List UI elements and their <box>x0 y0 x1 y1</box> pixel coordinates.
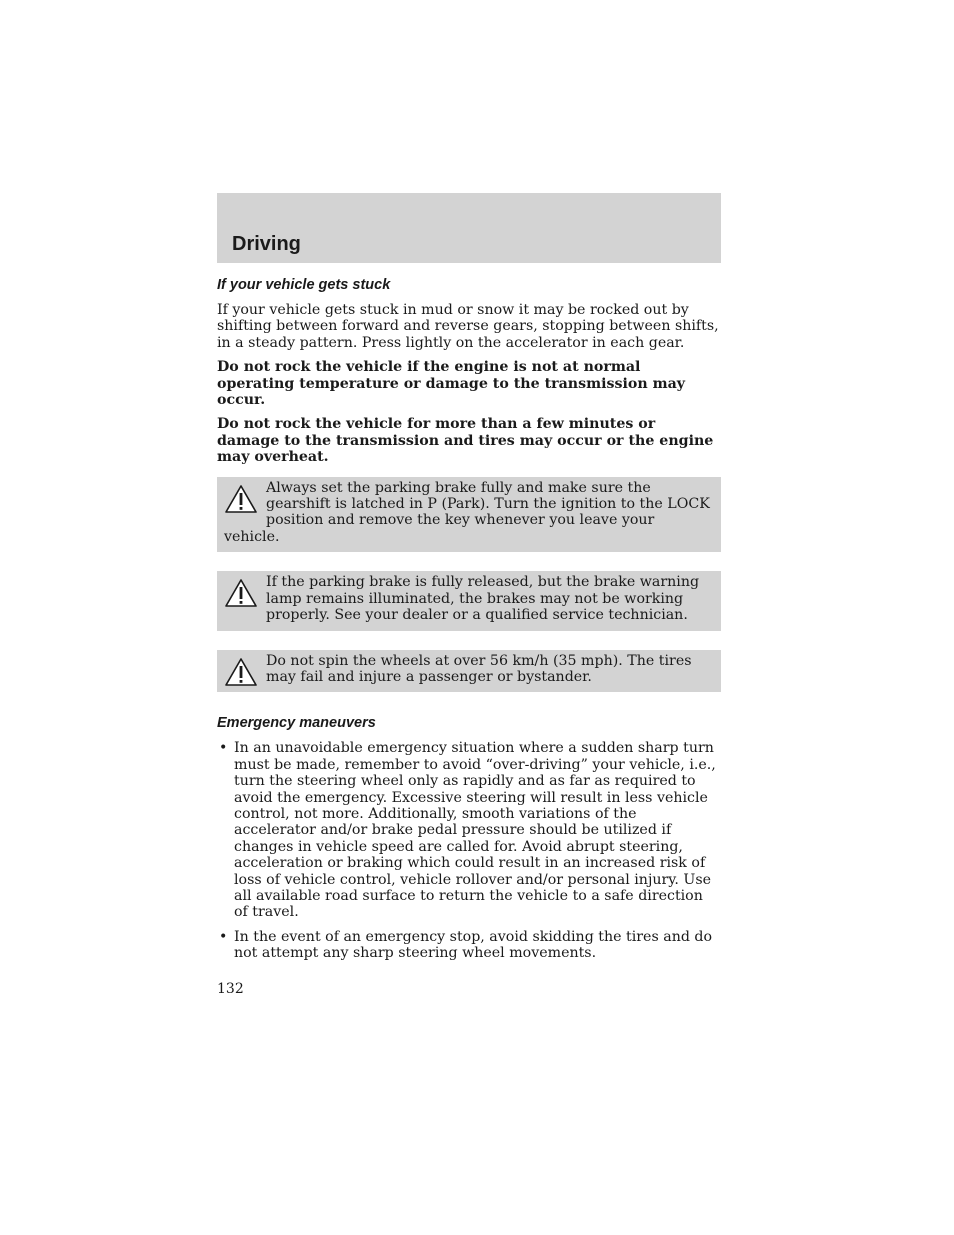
warning-text: Do not spin the wheels at over 56 km/h (35 mph). The tires may fail and injure a passenger or bystander. <box>266 652 692 685</box>
list-item <box>217 929 721 962</box>
warning-triangle-icon <box>224 577 258 609</box>
list-item-text: In the event of an emergency stop, avoid skidding the tires and do not attempt any sharp steering wheel movements. <box>234 928 713 962</box>
list-item-text: In an unavoidable emergency situation where a sudden sharp turn must be made, remember to avoid “over-driving” your vehicle, i.e., turn the steering wheel only as rapidly and as far as required to avoid the emergency. Excessive steering will result in less vehicle control, not more. Additionally, smooth variations of the accelerator and/or brake pedal pressure should be utilized if changes in vehicle speed are called for. Avoid abrupt steering, acceleration or braking which could result in an increased risk of loss of vehicle control, vehicle rollover and/or personal injury. Use all available road surface to return the vehicle to a safe direction of travel. <box>234 740 716 921</box>
warning-text: Always set the parking brake fully and make sure the gearshift is latched in P (Park). Turn the ignition to the LOCK position and remove the key whenever you leave your vehicle. <box>224 479 710 545</box>
page-number: 132 <box>217 981 244 997</box>
warning-box-wheel-spin <box>217 650 721 693</box>
section-title: Driving <box>232 233 301 255</box>
emergency-bullet-list <box>217 740 721 961</box>
warning-box-brake-lamp <box>217 571 721 630</box>
warning-triangle-icon <box>224 483 258 515</box>
stuck-heading: If your vehicle gets stuck <box>217 277 391 293</box>
stuck-bold-warning-1: Do not rock the vehicle if the engine is not at normal operating temperature or damage to the transmission may occur. <box>217 359 686 409</box>
page-content <box>217 276 721 970</box>
bullet-icon: • <box>219 740 228 757</box>
warning-text: If the parking brake is fully released, but the brake warning lamp remains illuminated, the brakes may not be working properly. See your dealer or a qualified service technician. <box>266 574 700 624</box>
list-item <box>217 740 721 920</box>
warning-box-parking <box>217 477 721 553</box>
bullet-icon: • <box>219 928 228 945</box>
stuck-paragraph: If your vehicle gets stuck in mud or snow it may be rocked out by shifting between forward and reverse gears, stopping between shifts, in a steady pattern. Press lightly on the accelerator in each gear. <box>217 302 719 351</box>
stuck-bold-warning-2: Do not rock the vehicle for more than a few minutes or damage to the transmission and tires may occur or the engine may overheat. <box>217 416 714 466</box>
warning-triangle-icon <box>224 656 258 688</box>
emergency-heading: Emergency maneuvers <box>217 715 376 732</box>
